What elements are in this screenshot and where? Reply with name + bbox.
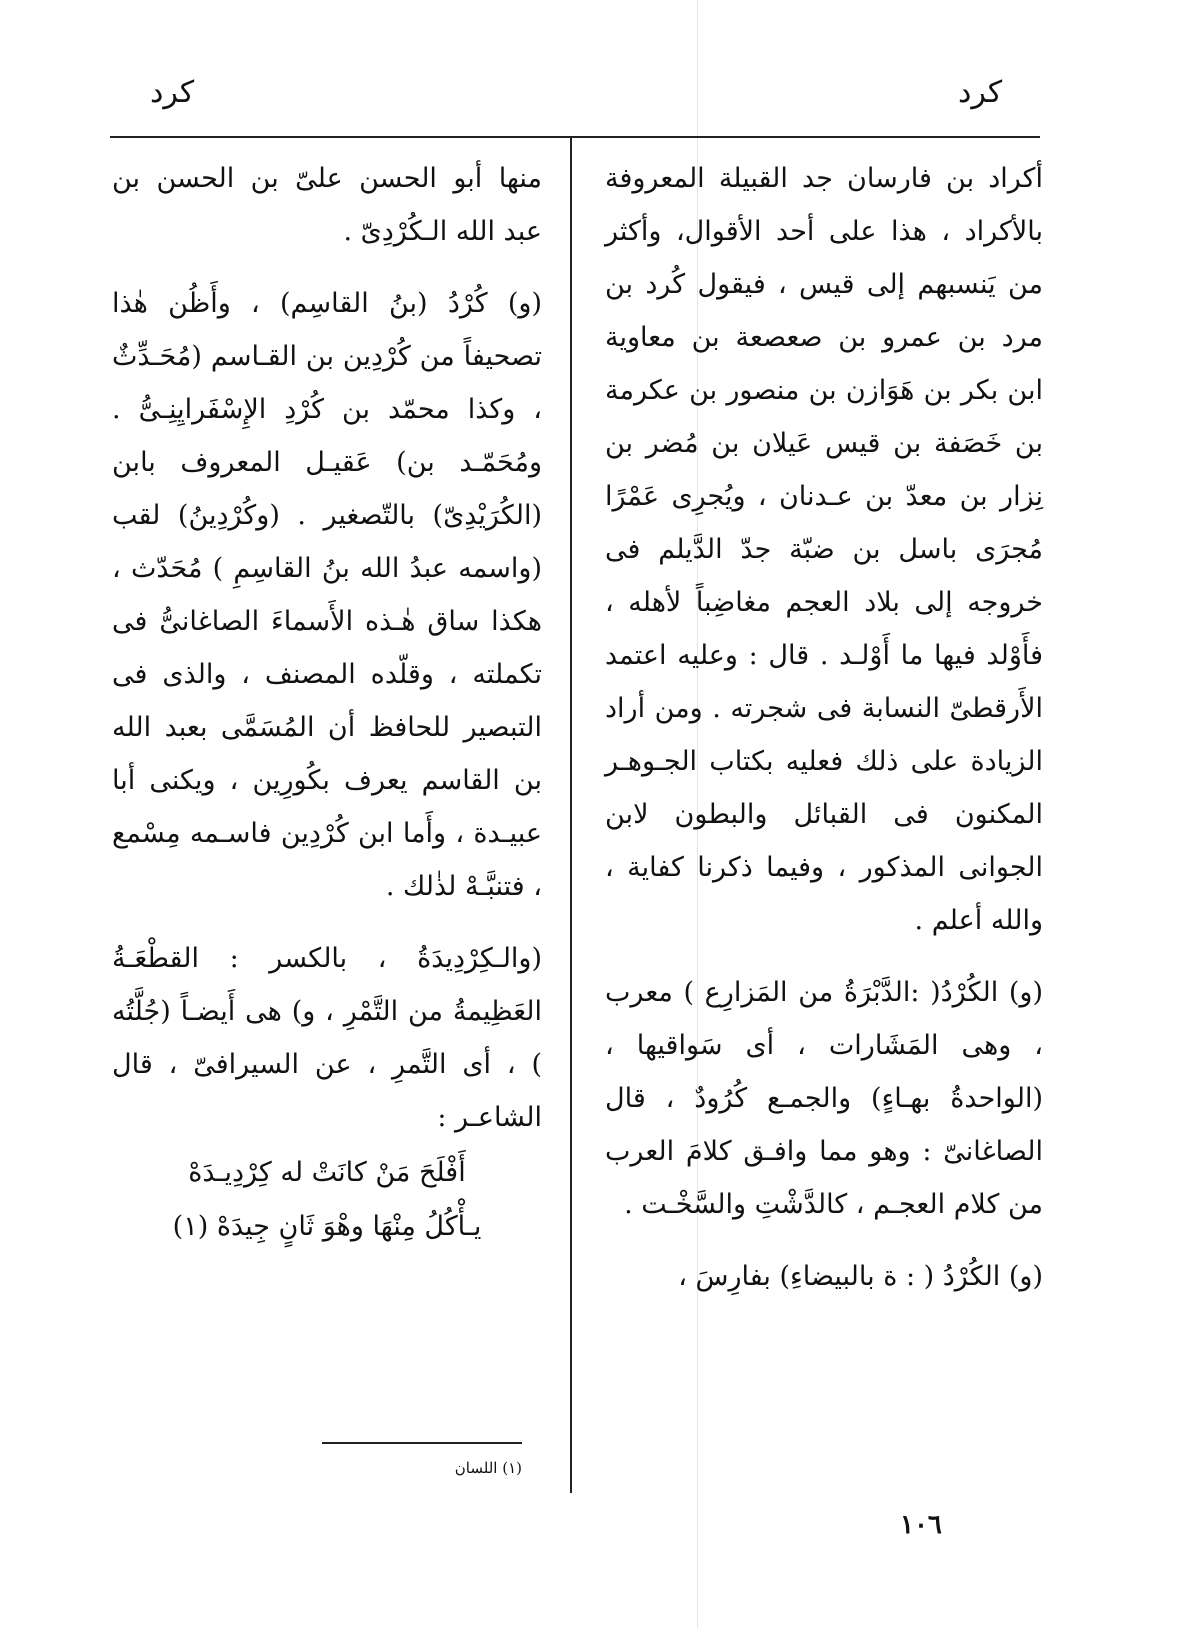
left-paragraph-3: (والـكِرْدِيدَةُ ، بالكسر : القطْعَـةُ العَظِيمةُ من التَّمْرِ ، و) هى أَيضـاً (جُلَّتُه ) ، أى التَّمرِ ، عن السيرافىّ ، قال الشاعـر : — [112, 943, 542, 1133]
right-paragraph-1: أكراد بن فارسان جد القبيلة المعروفة بالأكراد ، هذا على أحد الأقوال، وأكثر من يَنسبهم إلى قيس ، فيقول كُرد بن مرد بن عمرو بن صعصعة بن معاوية ابن بكر بن هَوَازن بن منصور بن عكرمة بن خَصَفة بن قيس عَيلان بن مُضر بن نِزار بن معدّ بن عـدنان ، ويُجرِى عَمْرًا مُجرَى باسل بن ضبّة جدّ الدَّيلم فى خروجه إلى بلاد العجم مغاضِباً لأهله ، فأَوْلد فيها ما أَوْلـد . قال : وعليه اعتمد الأَرقطىّ النسابة فى شجرته . ومن أراد الزيادة على ذلك فعليه بكتاب الجـوهـر المكنون فى القبائل والبطون لابن الجوانى المذكور ، وفيما ذكرنا كفاية ، والله أعلم . — [605, 163, 1043, 936]
verse-line-1: أَفْلَحَ مَنْ كانَتْ له كِرْدِيـدَهْ — [188, 1157, 466, 1188]
running-header-left: كرد — [150, 75, 195, 110]
verse-line-2: يـأْكُلُ مِنْهَا وهْوَ ثَانٍ جِيدَهْ (١) — [172, 1211, 482, 1242]
footnote: (١) اللسان — [454, 1459, 522, 1477]
right-paragraph-3: (و) الكُرْدُ ( : ة بالبيضاءِ) بفارِسَ ، — [678, 1261, 1043, 1292]
left-paragraph-1: منها أبو الحسن علىّ بن الحسن بن عبد الله الـكُرْدِىّ . — [112, 163, 542, 247]
page-number: ١٠٦ — [900, 1510, 942, 1540]
left-column — [112, 152, 542, 1252]
left-paragraph-2: (و) كُرْدُ (بنُ القاسِم) ، وأَظُن هٰذا تصحيفاً من كُرْدِين بن القـاسم (مُحَـدِّثٌ ، وكذا محمّد بن كُرْدِ الإِسْفَرايِنِـىُّ . ومُحَمّـد بن) عَقيـل المعروف بابن (الكُرَيْدِىّ) بالتّصغير . (وكُرْدِينُ) لقب (واسمه عبدُ الله بنُ القاسِمِ ) مُحَدّث ، هكذا ساق هٰـذه الأَسماءَ الصاغانىُّ فى تكملته ، وقلّده المصنف ، والذى فى التبصير للحافظ أن المُسَمَّى بعبد الله بن القاسم يعرف بكُورِين ، ويكنى أبا عبيـدة ، وأَما ابن كُرْدِين فاسـمه مِسْمع ، فتنبَّـهْ لذٰلك . — [112, 288, 542, 902]
right-paragraph-2: (و) الكُرْدُ( :الدَّبْرَةُ من المَزارِع ) معرب ، وهى المَشَارات ، أى سَواقيها ، (الواحدةُ بهـاءٍ) والجمـع كُرُودٌ ، قال الصاغانىّ : وهو مما وافـق كلامَ العرب من كلام العجـم ، كالدَّشْتِ والسَّخْـت . — [605, 977, 1043, 1220]
header-rule — [110, 136, 1040, 138]
column-divider — [570, 138, 572, 1493]
footnote-rule — [322, 1442, 522, 1444]
running-header-right: كرد — [958, 75, 1003, 110]
right-column — [605, 152, 1043, 1303]
